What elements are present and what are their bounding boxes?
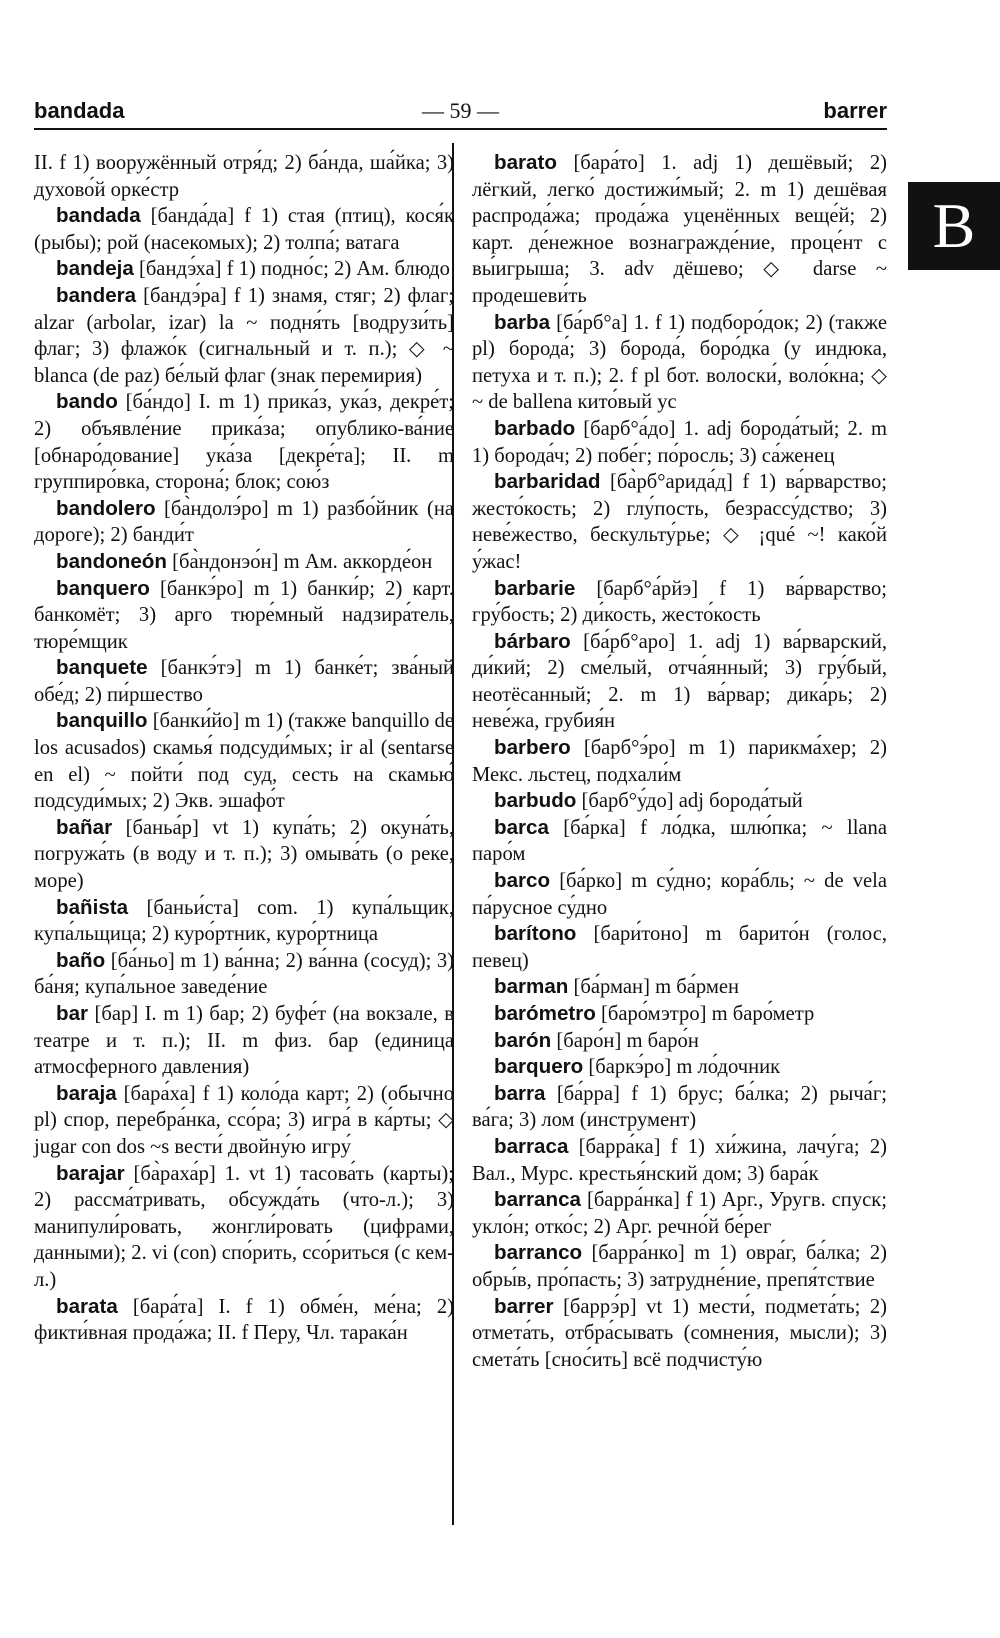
dictionary-entry bbox=[472, 1134, 887, 1187]
entry-headword: barato bbox=[494, 151, 557, 174]
entry-definition: [баро́н] m баро́н bbox=[551, 1029, 699, 1052]
entry-headword: bañista bbox=[56, 895, 129, 919]
dictionary-entry bbox=[34, 203, 454, 256]
entry-definition: [барра́нка] f 1) Арг., Уругв. спуск; укло́н; отко́с; 2) Арг. речно́й бе́рег bbox=[472, 1189, 887, 1238]
entry-headword: bandera bbox=[56, 283, 137, 307]
dictionary-entry bbox=[472, 1240, 887, 1293]
entry-definition: [бари́тоно] m барито́н (голос, певец) bbox=[472, 923, 887, 972]
entry-definition: [баррэ́р] vt 1) мести́, подмета́ть; 2) отмета́ть, отбра́сывать (сомнения, мысли); 3) смета́ть [снос́ить] всё подчисту́ю bbox=[472, 1295, 887, 1371]
entry-definition: [баньа́р] vt 1) купа́ть; 2) окуна́ть, погружа́ть (в воду и т. п.); 3) омыва́ть (о реке, море) bbox=[34, 816, 454, 893]
entry-definition: [ба̀ндонэо́н] m Ам. аккорде́он bbox=[166, 550, 433, 573]
entry-definition: [ба́рко] m су́дно; кора́бль; ~ de vela па́русное су́дно bbox=[472, 870, 887, 919]
dictionary-entry bbox=[34, 1081, 454, 1161]
entry-definition: [ба́рб°аро] 1. adj 1) ва́рварский, ди́кий; 2) сме́лый, отча́янный; 3) гру́бый, неотёсанный; 2. m 1) ва́рвар; дика́рь; 2) неве́жа, грубия́н bbox=[472, 630, 887, 733]
dictionary-entry bbox=[472, 868, 887, 921]
entry-definition: [бандэ́ха] f 1) подно́с; 2) Ам. блюдо bbox=[133, 258, 450, 281]
dictionary-entry bbox=[34, 655, 454, 708]
dictionary-entry bbox=[34, 576, 454, 656]
dictionary-entry bbox=[472, 788, 887, 815]
dictionary-entry bbox=[34, 1294, 454, 1347]
entry-headword: barón bbox=[494, 1028, 552, 1052]
dictionary-entry bbox=[472, 469, 887, 575]
dictionary-entry bbox=[472, 416, 887, 469]
entry-headword: barra bbox=[494, 1081, 546, 1105]
entry-definition: [бар] I. m 1) бар; 2) буфе́т (на вокзале, в театре и т. п.); II. m физ. бар (единица атмосферного давления) bbox=[34, 1003, 454, 1079]
entry-headword: barajar bbox=[56, 1161, 125, 1185]
entry-headword: bárbaro bbox=[494, 629, 571, 653]
entry-headword: bando bbox=[56, 390, 118, 414]
right-column bbox=[472, 150, 887, 1373]
dictionary-entry bbox=[472, 921, 887, 974]
dictionary-entry bbox=[34, 389, 454, 495]
dictionary-entry bbox=[472, 1187, 887, 1240]
entry-definition: [бандэ́ра] f 1) знамя, стяг; 2) флаг; alzar (arbolar, izar) la ~ подня́ть [водрузи́ть] флаг; 3) флажо́к (сигнальный и т. п.); ◇ ~ blanca (de paz) бе́лый флаг (знак перемирия) bbox=[34, 284, 454, 387]
entry-headword: barata bbox=[56, 1294, 118, 1318]
entry-headword: barrer bbox=[494, 1294, 554, 1318]
entry-definition: [барра́нко] m 1) овра́г, ба́лка; 2) обры́в, про́пасть; 3) затрудне́ние, препя́тствие bbox=[472, 1242, 887, 1291]
entry-headword: barranca bbox=[494, 1188, 582, 1212]
entry-definition: [барб°э́ро] m 1) парикма́хер; 2) Мекс. льстец, подхали́м bbox=[472, 737, 887, 786]
entry-definition: [баро́мэтро] m баро́метр bbox=[595, 1003, 815, 1025]
dictionary-entry bbox=[34, 496, 454, 549]
entry-definition: [ба́ньо] m 1) ва́нна; 2) ва́нна (сосуд); 3) ба́ня; купа́льное заведе́ние bbox=[34, 949, 454, 999]
entry-headword: barómetro bbox=[494, 1002, 596, 1025]
entry-definition: [банкэ́ро] m 1) банки́р; 2) карт. банкомёт; 3) арго тюре́мный надзира́тель, тюре́мщик bbox=[34, 577, 454, 653]
entry-headword: barranco bbox=[494, 1241, 583, 1265]
entry-definition: [барб°а́рйэ] f 1) ва́рварство; гру́бость; 2) ди́кость, жесто́кость bbox=[472, 577, 887, 627]
dictionary-entry bbox=[34, 549, 454, 576]
dictionary-entry bbox=[34, 1161, 454, 1294]
entry-definition: [барб°а́до] 1. adj борода́тый; 2. m 1) борода́ч; 2) побе́г; по́росль; 3) са́женец bbox=[472, 417, 887, 467]
entry-headword: barraca bbox=[494, 1134, 569, 1158]
entry-definition: [ба̀рб°арида́д] f 1) ва́рварство; жесто́кость; 2) глу́пость, безрассу́дство; 3) неве́жество, бескульту́рье; ◇ ¡qué ~! како́й у́жас! bbox=[472, 471, 887, 573]
entry-definition: [барра́ка] f 1) хи́жина, лачу́га; 2) Вал., Мурс. крестья́нский дом; 3) бара́к bbox=[472, 1135, 887, 1185]
entry-definition: [баркэ́ро] m ло́дочник bbox=[583, 1056, 781, 1079]
dictionary-entry bbox=[472, 1294, 887, 1374]
entry-headword: barman bbox=[494, 975, 569, 999]
entry-definition: [барб°у́до] adj борода́тый bbox=[576, 790, 803, 813]
dictionary-entry bbox=[34, 895, 454, 948]
entry-headword: barquero bbox=[494, 1055, 584, 1079]
entry-definition: [баньи́ста] com. 1) купа́льщик, купа́льщица; 2) куро́ртник, куро́ртница bbox=[34, 896, 454, 946]
entry-definition: [ба́рра] f 1) брус; ба́лка; 2) рыча́г; ва́га; 3) лом (инструмент) bbox=[472, 1082, 887, 1132]
dictionary-entry bbox=[472, 576, 887, 629]
entry-definition: [банкэ́тэ] m 1) банке́т; зва́ный обе́д; 2) пи́ршество bbox=[34, 657, 454, 706]
dictionary-entry bbox=[472, 974, 887, 1001]
entry-definition: [ба́ндо] I. m 1) прика́з, ука́з, декре́т; 2) объявле́ние прика́за; опублико-ва́ние [обнаро́дование] ука́за [декре́та]; II. m группиро́вка, сторона́; блок; сою́з bbox=[34, 391, 454, 494]
entry-headword: barítono bbox=[494, 922, 577, 946]
dictionary-entry bbox=[34, 948, 454, 1001]
entry-headword: bandoneón bbox=[56, 549, 167, 573]
dictionary-entry bbox=[472, 735, 887, 788]
entry-headword: bandeja bbox=[56, 257, 134, 281]
header-left-guide-word: bandada bbox=[34, 98, 125, 123]
entry-definition: [бара́то] 1. adj 1) дешёвый; 2) лёгкий, легко́ достижи́мый; 2. m 1) дешёвая распрода́жа; прода́жа уценённых веще́й; 2) карт. де́нежное вознагражде́ние, проце́нт с вы́игрыша; 3. adv дёшево; ◇ darse ~ продешеви́ть bbox=[472, 152, 887, 307]
entry-headword: barbero bbox=[494, 736, 571, 760]
dictionary-entry bbox=[472, 1028, 887, 1055]
entry-headword: banquillo bbox=[56, 709, 148, 733]
dictionary-entry bbox=[34, 708, 454, 814]
entry-definition: [ба́рман] m ба́рмен bbox=[568, 976, 740, 999]
entry-headword: bañar bbox=[56, 815, 113, 839]
entry-headword: barbarie bbox=[494, 576, 576, 600]
entry-definition: [банда́да] f 1) стая (птиц), кося́к (рыбы); рой (насекомых); 2) толпа́; ватага bbox=[34, 205, 454, 254]
page-number: — 59 — bbox=[422, 98, 499, 123]
dictionary-entry bbox=[34, 283, 454, 389]
entry-headword: bar bbox=[56, 1002, 89, 1025]
entry-definition: [ба̀раха́р] 1. vt 1) тасова́ть (карты); 2) рассма́тривать, обсужда́ть (что-л.); 3) манипули́ровать, жонгли́ровать (цифрами, данными); 2. vi (con) спо́рить, ссо́риться (с кем-л.) bbox=[34, 1162, 454, 1291]
dictionary-entry bbox=[472, 629, 887, 735]
dictionary-entry bbox=[472, 150, 887, 310]
dictionary-entry bbox=[472, 1001, 887, 1028]
dictionary-entry bbox=[34, 1001, 454, 1081]
dictionary-entry bbox=[472, 1081, 887, 1134]
entry-headword: banquero bbox=[56, 576, 150, 600]
dictionary-entry bbox=[34, 256, 454, 283]
entry-headword: barbado bbox=[494, 416, 576, 440]
letter-thumb-tab: B bbox=[908, 182, 1000, 270]
entry-headword: barbaridad bbox=[494, 470, 601, 494]
entry-definition: [бара́ха] f 1) коло́да карт; 2) (обычно pl) спор, перебра́нка, ссо́ра; 3) игра́ в ка́рты; ◇ jugar con dos ~s вести́ двойну́ю игру́ bbox=[34, 1082, 454, 1158]
dictionary-entry bbox=[34, 150, 454, 203]
entry-definition: [ба̀ндолэ́ро] m 1) разбо́йник (на дороге); 2) банди́т bbox=[34, 497, 454, 547]
entry-headword: barco bbox=[494, 869, 551, 893]
entry-definition: [бара́та] I. f 1) обме́н, ме́на; 2) фикти́вная прода́жа; II. f Перу, Чл. тарака́н bbox=[34, 1295, 454, 1345]
dictionary-entry bbox=[472, 815, 887, 868]
entry-definition: [ба́рка] f ло́дка, шлю́пка; ~ llana паро́м bbox=[472, 816, 887, 866]
running-header bbox=[34, 98, 887, 130]
dictionary-entry bbox=[472, 1054, 887, 1081]
entry-definition: II. f 1) вооружённый отря́д; 2) ба́нда, ша́йка; 3) духово́й орке́стр bbox=[34, 152, 454, 201]
entry-headword: bandolero bbox=[56, 496, 156, 520]
entry-headword: baño bbox=[56, 948, 106, 972]
dictionary-entry bbox=[472, 310, 887, 416]
entry-headword: barbudo bbox=[494, 789, 577, 813]
left-column bbox=[34, 150, 454, 1347]
entry-definition: [банки́йо] m 1) (также banquillo de los acusados) скамья́ подсуди́мых; ir al (sentarse en el) ~ пойти́ под суд, сесть на скамью́ подсуди́мых; 2) Экв. эшафо́т bbox=[34, 710, 454, 813]
entry-headword: banquete bbox=[56, 656, 148, 680]
entry-headword: barba bbox=[494, 310, 551, 334]
entry-headword: barca bbox=[494, 815, 549, 839]
entry-headword: baraja bbox=[56, 1081, 117, 1105]
header-right-guide-word: barrer bbox=[823, 98, 887, 123]
dictionary-entry bbox=[34, 815, 454, 895]
entry-definition: [ба́рб°а] 1. f 1) подборо́док; 2) (также pl) борода́; 3) борода́, боро́дка (у индюка, петуха и т. п.); 2. f pl бот. волоски́, воло́кна; ◇ ~ de ballena кито́вый ус bbox=[472, 311, 887, 414]
entry-headword: bandada bbox=[56, 204, 141, 228]
